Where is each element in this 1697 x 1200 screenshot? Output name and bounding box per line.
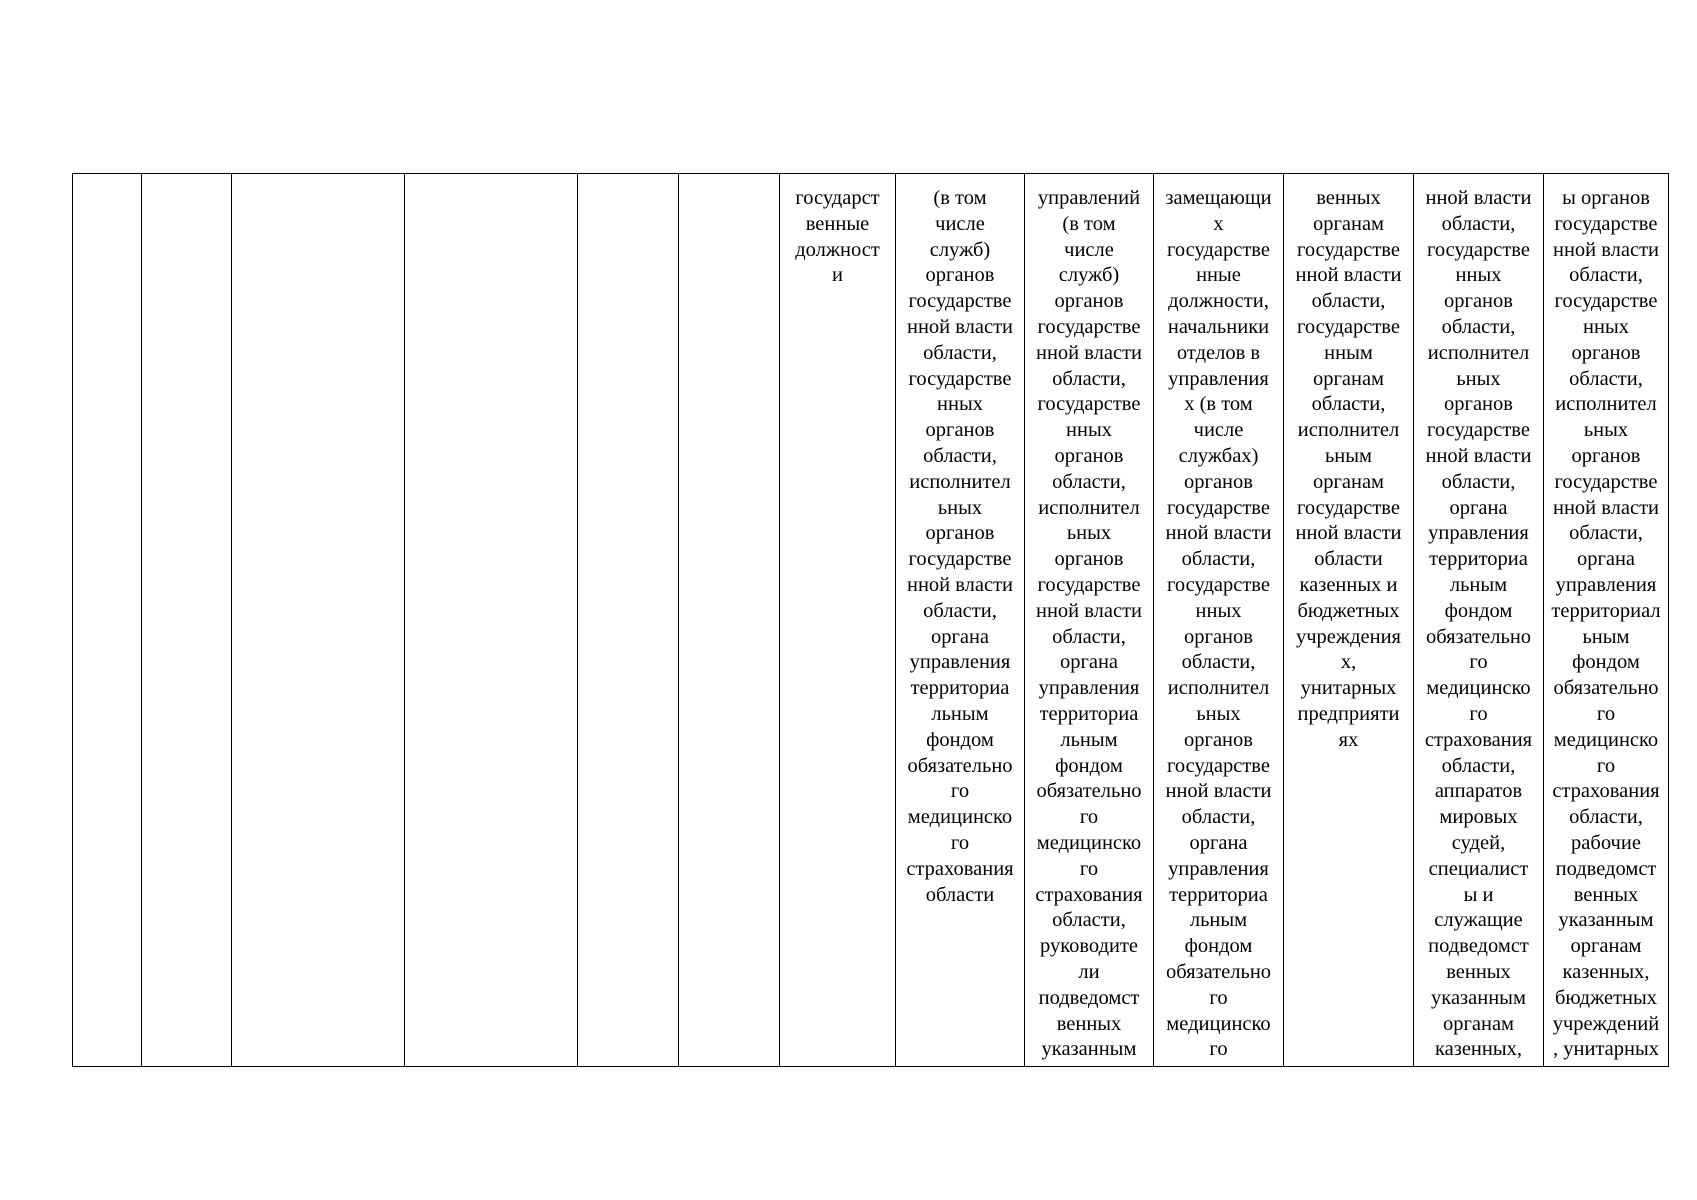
table-cell-col-9: управлений (в том числе служб) органов государстве нной власти области, государстве нных органов области, исполнител ьных органов государстве нной власти области, органа управления территориа льным фондом обязательно го медицинско го страхования области, руководите ли подведомст венных указанным <box>1025 174 1154 1067</box>
table-row <box>73 174 1669 1067</box>
table-cell-col-5 <box>578 174 679 1067</box>
table-cell-col-4 <box>405 174 578 1067</box>
table-cell-col-1 <box>73 174 142 1067</box>
table-cell-col-3 <box>232 174 405 1067</box>
table-cell-col-10: замещающи х государстве нные должности, начальники отделов в управления х (в том числе службах) органов государстве нной власти области, государстве нных органов области, исполнител ьных органов государстве нной власти области, органа управления территориа льным фондом обязательно го медицинско го <box>1154 174 1284 1067</box>
table-cell-col-7: государст венные должност и <box>780 174 896 1067</box>
document-table <box>72 173 1669 1067</box>
table-cell-col-6 <box>679 174 780 1067</box>
table-cell-col-8: (в том числе служб) органов государстве нной власти области, государстве нных органов области, исполнител ьных органов государстве нной власти области, органа управления территориа льным фондом обязательно го медицинско го страхования области <box>896 174 1025 1067</box>
table-cell-col-12: нной власти области, государстве нных органов области, исполнител ьных органов государстве нной власти области, органа управления территориа льным фондом обязательно го медицинско го страхования области, аппаратов мировых судей, специалист ы и служащие подведомст венных указанным органам казенных, <box>1414 174 1544 1067</box>
table-cell-col-13: ы органов государстве нной власти области, государстве нных органов области, исполнител ьных органов государстве нной власти области, органа управления территориал ьным фондом обязательно го медицинско го страхования области, рабочие подведомст венных указанным органам казенных, бюджетных учреждений , унитарных <box>1544 174 1669 1067</box>
table-cell-col-11: венных органам государстве нной власти области, государстве нным органам области, исполнител ьным органам государстве нной власти области казенных и бюджетных учреждения х, унитарных предприяти ях <box>1284 174 1414 1067</box>
table-cell-col-2 <box>142 174 232 1067</box>
